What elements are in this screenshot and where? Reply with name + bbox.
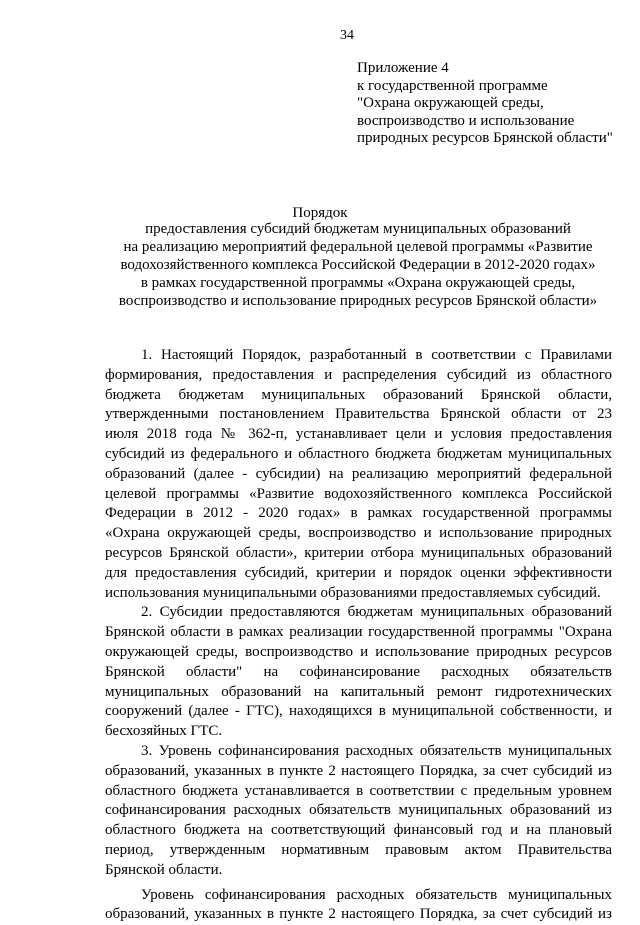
text-line: формирования, предоставления и распределения субсидий из областного — [105, 366, 612, 383]
text-line: период, утвержденным нормативным правовым актом Правительства — [105, 841, 612, 858]
text-line: Уровень софинансирования расходных обязательств муниципальных — [141, 886, 612, 903]
text-line: июля 2018 года № 362-п, устанавливает цели и условия предоставления — [105, 426, 612, 443]
text-line: субсидий из федерального и областного бюджета бюджетам муниципальных — [105, 445, 612, 462]
text-line: «Охрана окружающей среды, воспроизводство и использование природных — [105, 525, 612, 542]
text-line: областного бюджета на соответствующий финансовый год и на плановый — [105, 822, 612, 839]
text-line: софинансирования расходных обязательств муниципальных образований из — [105, 802, 612, 819]
text-line: бесхозяйных ГТС. — [105, 723, 223, 740]
text-line: образований, указанных в пункте 2 настоящего Порядка, за счет субсидий из — [105, 762, 612, 779]
text-line: Федерации в 2012 - 2020 годах» в рамках государственной программы — [105, 505, 612, 522]
text-line: использования муниципальными образованиями предоставляемых субсидий. — [105, 584, 601, 601]
appendix-line: природных ресурсов Брянской области" — [357, 130, 613, 146]
paragraph-1 — [105, 346, 612, 603]
appendix-line: Приложение 4 — [357, 60, 449, 76]
document-body — [105, 346, 612, 925]
document-title: Порядок — [292, 205, 348, 221]
text-line: 2. Субсидии предоставляются бюджетам муниципальных образований — [141, 604, 612, 621]
text-line: целевой программы «Развитие водохозяйственного комплекса Российской — [105, 485, 612, 502]
text-line: ресурсов Брянской области», критерии отбора муниципальных образований — [105, 544, 612, 561]
appendix-line: к государственной программе — [357, 77, 548, 94]
text-line: Брянской области" на софинансирование расходных обязательств — [105, 663, 612, 680]
text-line: 3. Уровень софинансирования расходных обязательств муниципальных — [141, 742, 612, 759]
subtitle-line: водохозяйственного комплекса Российской Федерации в 2012-2020 годах» — [120, 257, 596, 274]
subtitle-line: на реализацию мероприятий федеральной целевой программы «Развитие — [123, 239, 593, 256]
text-line: Брянской области. — [105, 861, 223, 878]
text-line: окружающей среды, воспроизводство и использование природных ресурсов — [105, 643, 612, 660]
text-line: областного бюджета устанавливается в соответствии с предельным уровнем — [105, 782, 612, 799]
text-line: Брянской области в рамках реализации государственной программы "Охрана — [105, 624, 612, 641]
paragraph-4 — [105, 886, 612, 925]
text-line: для предоставления субсидий, критерии и порядок оценки эффективности — [105, 564, 612, 581]
text-line: сооружений (далее - ГТС), находящихся в муниципальной собственности, и — [105, 703, 612, 720]
paragraph-2 — [105, 603, 612, 742]
page-number: 34 — [340, 28, 354, 43]
text-line: муниципальных образований на капитальный ремонт гидротехнических — [105, 683, 612, 700]
subtitle-line: в рамках государственной программы «Охрана окружающей среды, — [140, 275, 576, 292]
document-subtitle — [100, 220, 616, 310]
text-line: образований (далее - субсидии) на реализацию мероприятий федеральной — [105, 465, 612, 482]
text-line: образований, указанных в пункте 2 настоящего Порядка, за счет субсидий из — [105, 906, 612, 923]
paragraph-3 — [105, 742, 612, 881]
appendix-header — [357, 60, 627, 148]
subtitle-line: воспроизводство и использование природных ресурсов Брянской области» — [118, 293, 598, 310]
text-line: 1. Настоящий Порядок, разработанный в соответствии с Правилами — [141, 347, 612, 363]
text-line: утвержденными постановлением Правительства Брянской области от 23 — [105, 406, 612, 423]
appendix-line: воспроизводство и использование — [357, 112, 575, 129]
text-line: бюджета бюджетам муниципальных образований Брянской области, — [105, 386, 612, 403]
subtitle-line: предоставления субсидий бюджетам муниципальных образований — [145, 221, 571, 237]
appendix-line: "Охрана окружающей среды, — [357, 95, 544, 111]
